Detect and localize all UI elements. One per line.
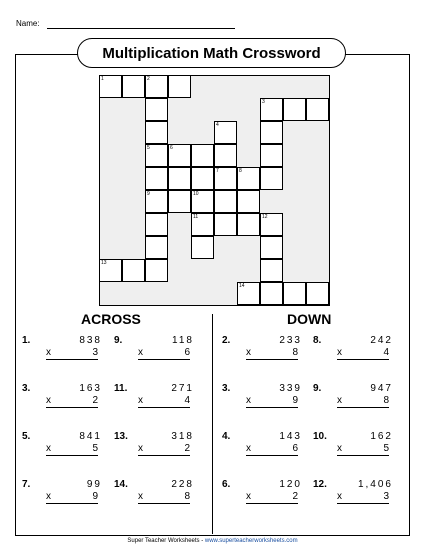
clue-number: 2 bbox=[147, 76, 150, 82]
clue-number: 7 bbox=[216, 168, 219, 174]
clue-number: 3 bbox=[262, 99, 265, 105]
times-sign: x bbox=[337, 443, 342, 454]
multiplication-problem bbox=[313, 383, 403, 423]
crossword-cell[interactable] bbox=[145, 144, 168, 167]
problem-multiplier: 9 bbox=[292, 395, 298, 406]
problem-multiplicand: 120 bbox=[279, 479, 302, 490]
crossword-cell[interactable] bbox=[237, 167, 260, 190]
problem-multiplicand: 233 bbox=[279, 335, 302, 346]
problem-multiplier: 3 bbox=[92, 347, 98, 358]
crossword-cell[interactable] bbox=[260, 236, 283, 259]
problem-multiplier: 6 bbox=[184, 347, 190, 358]
problem-multiplicand: 1,406 bbox=[357, 479, 393, 490]
clue-number: 9 bbox=[147, 191, 150, 197]
problem-number: 14. bbox=[114, 479, 128, 490]
crossword-cell[interactable] bbox=[145, 98, 168, 121]
crossword-cell[interactable] bbox=[145, 213, 168, 236]
problem-multiplier: 6 bbox=[292, 443, 298, 454]
problem-multiplier: 8 bbox=[383, 395, 389, 406]
crossword-cell[interactable] bbox=[145, 190, 168, 213]
multiplication-problem bbox=[222, 431, 312, 471]
times-sign: x bbox=[138, 347, 143, 358]
problem-multiplier: 9 bbox=[92, 491, 98, 502]
clue-number: 1 bbox=[101, 76, 104, 82]
worksheet-title: Multiplication Math Crossword bbox=[77, 38, 346, 68]
crossword-cell[interactable] bbox=[283, 282, 306, 305]
crossword-cell[interactable] bbox=[145, 236, 168, 259]
crossword-cell[interactable] bbox=[306, 98, 329, 121]
problem-multiplier-line bbox=[138, 491, 190, 504]
crossword-cell[interactable] bbox=[122, 259, 145, 282]
crossword-cell[interactable] bbox=[214, 213, 237, 236]
problem-multiplicand: 118 bbox=[172, 335, 194, 346]
column-divider bbox=[212, 314, 213, 534]
crossword-cell[interactable] bbox=[168, 167, 191, 190]
crossword-cell[interactable] bbox=[99, 75, 122, 98]
problem-number: 7. bbox=[22, 479, 31, 490]
problem-number: 1. bbox=[22, 335, 31, 346]
problem-number: 12. bbox=[313, 479, 327, 490]
times-sign: x bbox=[246, 443, 251, 454]
multiplication-problem bbox=[222, 479, 312, 519]
problem-number: 13. bbox=[114, 431, 128, 442]
problem-multiplicand: 838 bbox=[79, 335, 102, 346]
problem-multiplicand: 228 bbox=[171, 479, 194, 490]
footer-text: Super Teacher Worksheets - bbox=[127, 538, 205, 544]
crossword-cell[interactable] bbox=[260, 144, 283, 167]
clue-number: 13 bbox=[101, 260, 107, 266]
times-sign: x bbox=[337, 491, 342, 502]
crossword-cell[interactable] bbox=[145, 259, 168, 282]
times-sign: x bbox=[138, 491, 143, 502]
problem-multiplier: 8 bbox=[292, 347, 298, 358]
crossword-cell[interactable] bbox=[99, 259, 122, 282]
multiplication-problem bbox=[22, 479, 112, 519]
problem-multiplier-line bbox=[138, 443, 190, 456]
crossword-cell[interactable] bbox=[214, 144, 237, 167]
crossword-cell[interactable] bbox=[191, 167, 214, 190]
crossword-grid bbox=[99, 75, 330, 306]
problem-multiplier: 2 bbox=[92, 395, 98, 406]
times-sign: x bbox=[46, 395, 51, 406]
multiplication-problem bbox=[22, 431, 112, 471]
times-sign: x bbox=[246, 491, 251, 502]
multiplication-problem bbox=[313, 479, 403, 519]
crossword-cell[interactable] bbox=[214, 121, 237, 144]
problem-multiplicand: 947 bbox=[370, 383, 393, 394]
problem-multiplicand: 271 bbox=[171, 383, 194, 394]
down-heading: DOWN bbox=[287, 311, 332, 327]
crossword-cell[interactable] bbox=[191, 236, 214, 259]
crossword-cell[interactable] bbox=[214, 167, 237, 190]
problem-multiplier-line bbox=[138, 347, 190, 360]
problem-multiplier-line bbox=[337, 395, 389, 408]
crossword-cell[interactable] bbox=[283, 98, 306, 121]
clue-number: 5 bbox=[147, 145, 150, 151]
problem-multiplier-line bbox=[46, 347, 98, 360]
multiplication-problem bbox=[313, 431, 403, 471]
multiplication-problem bbox=[222, 383, 312, 423]
crossword-cell[interactable] bbox=[306, 282, 329, 305]
multiplication-problem bbox=[222, 335, 312, 375]
problem-multiplicand: 242 bbox=[370, 335, 393, 346]
crossword-cell[interactable] bbox=[145, 121, 168, 144]
crossword-cell[interactable] bbox=[191, 213, 214, 236]
times-sign: x bbox=[246, 395, 251, 406]
problem-multiplier: 5 bbox=[92, 443, 98, 454]
multiplication-problem bbox=[114, 383, 204, 423]
problem-multiplier-line bbox=[246, 491, 298, 504]
crossword-cell[interactable] bbox=[237, 213, 260, 236]
multiplication-problem bbox=[22, 335, 112, 375]
crossword-cell[interactable] bbox=[168, 75, 191, 98]
name-line[interactable] bbox=[47, 28, 235, 29]
times-sign: x bbox=[46, 491, 51, 502]
problem-number: 6. bbox=[222, 479, 231, 490]
crossword-cell[interactable] bbox=[237, 190, 260, 213]
clue-number: 10 bbox=[193, 191, 199, 197]
crossword-cell[interactable] bbox=[145, 167, 168, 190]
problem-multiplier: 4 bbox=[184, 395, 190, 406]
problem-multiplier: 2 bbox=[292, 491, 298, 502]
problem-number: 4. bbox=[222, 431, 231, 442]
clue-number: 8 bbox=[239, 168, 242, 174]
crossword-cell[interactable] bbox=[214, 190, 237, 213]
crossword-cell[interactable] bbox=[260, 121, 283, 144]
across-heading: ACROSS bbox=[81, 311, 141, 327]
problem-multiplier: 2 bbox=[184, 443, 190, 454]
problem-multiplicand: 841 bbox=[79, 431, 102, 442]
problem-number: 2. bbox=[222, 335, 231, 346]
multiplication-problem bbox=[22, 383, 112, 423]
times-sign: x bbox=[246, 347, 251, 358]
times-sign: x bbox=[337, 347, 342, 358]
problem-number: 3. bbox=[222, 383, 231, 394]
crossword-cell[interactable] bbox=[122, 75, 145, 98]
problem-multiplier: 8 bbox=[184, 491, 190, 502]
clue-number: 4 bbox=[216, 122, 219, 128]
times-sign: x bbox=[138, 443, 143, 454]
crossword-cell[interactable] bbox=[145, 75, 168, 98]
footer bbox=[0, 538, 425, 544]
problem-multiplicand: 99 bbox=[86, 479, 102, 490]
name-label: Name: bbox=[16, 19, 40, 28]
multiplication-problem bbox=[313, 335, 403, 375]
crossword-cell[interactable] bbox=[191, 190, 214, 213]
clue-number: 14 bbox=[239, 283, 245, 289]
problem-multiplier-line bbox=[337, 491, 389, 504]
crossword-cell[interactable] bbox=[260, 98, 283, 121]
clue-number: 11 bbox=[193, 214, 199, 220]
problem-multiplier-line bbox=[337, 347, 389, 360]
times-sign: x bbox=[46, 347, 51, 358]
crossword-cell[interactable] bbox=[191, 144, 214, 167]
problem-multiplier-line bbox=[46, 491, 98, 504]
problem-multiplicand: 163 bbox=[79, 383, 102, 394]
problem-number: 11. bbox=[114, 383, 128, 394]
problem-multiplier-line bbox=[46, 443, 98, 456]
multiplication-problem bbox=[114, 335, 204, 375]
problem-multiplicand: 339 bbox=[279, 383, 302, 394]
problem-multiplier-line bbox=[337, 443, 389, 456]
times-sign: x bbox=[46, 443, 51, 454]
times-sign: x bbox=[138, 395, 143, 406]
problem-multiplier: 5 bbox=[383, 443, 389, 454]
crossword-cell[interactable] bbox=[260, 259, 283, 282]
problem-multiplier-line bbox=[246, 395, 298, 408]
crossword-cell[interactable] bbox=[168, 190, 191, 213]
problem-multiplier-line bbox=[246, 347, 298, 360]
multiplication-problem bbox=[114, 431, 204, 471]
multiplication-problem bbox=[114, 479, 204, 519]
crossword-cell[interactable] bbox=[168, 144, 191, 167]
problem-number: 10. bbox=[313, 431, 327, 442]
problem-multiplier: 3 bbox=[383, 491, 389, 502]
problem-multiplier-line bbox=[46, 395, 98, 408]
problem-multiplicand: 162 bbox=[370, 431, 393, 442]
problem-number: 9. bbox=[313, 383, 322, 394]
crossword-cell[interactable] bbox=[260, 282, 283, 305]
clue-number: 6 bbox=[170, 145, 173, 151]
problem-multiplicand: 318 bbox=[171, 431, 194, 442]
problem-number: 8. bbox=[313, 335, 322, 346]
problem-multiplicand: 143 bbox=[279, 431, 302, 442]
problem-number: 9. bbox=[114, 335, 123, 346]
problem-number: 3. bbox=[22, 383, 31, 394]
footer-url[interactable]: www.superteacherworksheets.com bbox=[204, 538, 298, 544]
times-sign: x bbox=[337, 395, 342, 406]
problem-number: 5. bbox=[22, 431, 31, 442]
problem-multiplier-line bbox=[138, 395, 190, 408]
problem-multiplier-line bbox=[246, 443, 298, 456]
crossword-cell[interactable] bbox=[260, 213, 283, 236]
crossword-cell[interactable] bbox=[260, 167, 283, 190]
clue-number: 12 bbox=[262, 214, 268, 220]
crossword-cell[interactable] bbox=[237, 282, 260, 305]
problem-multiplier: 4 bbox=[383, 347, 389, 358]
